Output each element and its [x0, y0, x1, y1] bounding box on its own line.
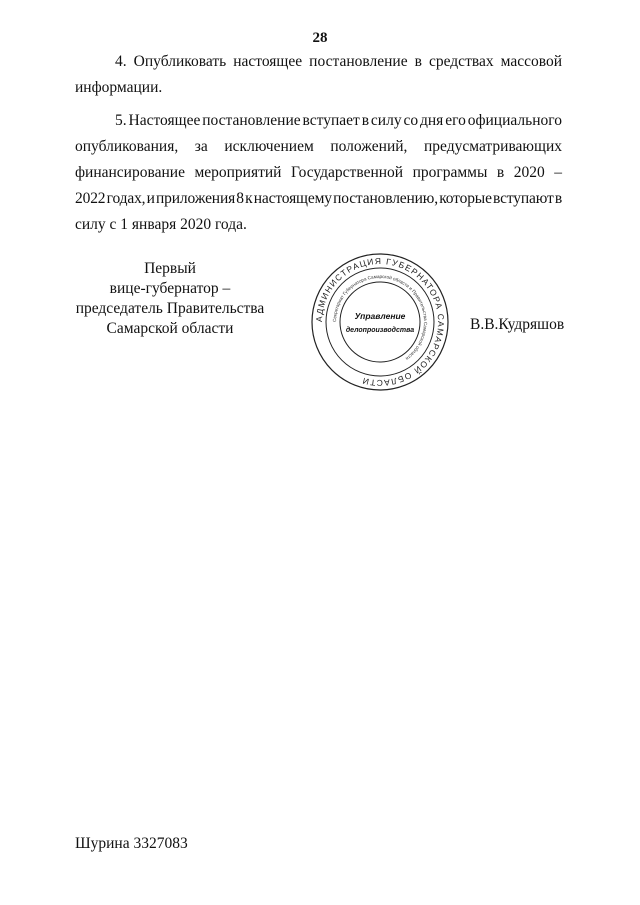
- signatory-title-line: Самарской области: [106, 320, 234, 337]
- signatory-name: В.В.Кудряшов: [470, 316, 565, 333]
- footer-executor: Шурина 3327083: [75, 835, 188, 852]
- page-number: 28: [312, 30, 328, 46]
- stamp-outer-text: АДМИНИСТРАЦИЯ ГУБЕРНАТОРА САМАРСКОЙ ОБЛАСТИ: [313, 255, 447, 389]
- stamp-inner-text: делопроизводства: [345, 327, 415, 334]
- stamp-inner-text: Управление: [354, 311, 406, 321]
- paragraph-4-line: 4. Опубликовать настоящее постановление в средствах массовой: [115, 53, 562, 70]
- signatory-title: [55, 259, 285, 339]
- paragraph-5-line: силу с 1 января 2020 года.: [75, 216, 247, 233]
- signatory-title-line: председатель Правительства: [75, 300, 265, 317]
- signatory-title-line: вице-губернатор –: [109, 280, 231, 297]
- paragraph-5-line: 2022 годах, и приложения 8 к настоящему постановлению, которые вступают в: [75, 190, 562, 207]
- signatory-title-line: Первый: [144, 260, 196, 277]
- official-stamp: [310, 252, 450, 397]
- paragraph-5-line: 5. Настоящее постановление вступает в силу со дня его официального: [115, 112, 562, 129]
- paragraph-5-line: опубликования, за исключением положений, предусматривающих: [75, 138, 562, 155]
- paragraph-4-line: информации.: [75, 79, 163, 96]
- stamp-middle-text: Секретариат Губернатора Самарской области и Правительства Самарской области: [331, 273, 429, 362]
- paragraph-5-line: финансирование мероприятий Государственной программы в 2020 –: [75, 164, 562, 181]
